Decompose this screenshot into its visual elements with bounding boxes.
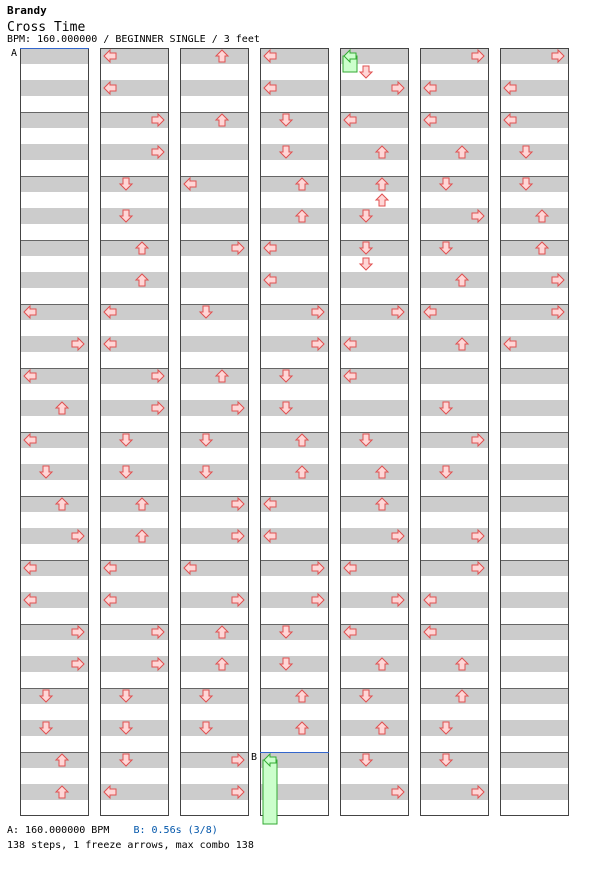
beat-stripe — [500, 400, 569, 416]
beat-stripe — [180, 624, 249, 640]
beat-stripe — [100, 688, 169, 704]
beat-stripe — [180, 144, 249, 160]
beat-stripe — [420, 368, 489, 384]
beat-stripe — [180, 112, 249, 128]
beat-stripe — [100, 272, 169, 288]
beat-stripe — [340, 688, 409, 704]
beat-stripe — [420, 240, 489, 256]
bpm-a-label: A: 160.000000 BPM — [7, 825, 110, 836]
beat-stripe — [260, 688, 329, 704]
beat-stripe — [260, 464, 329, 480]
beat-stripe — [20, 80, 89, 96]
beat-stripe — [260, 624, 329, 640]
beat-stripe — [340, 208, 409, 224]
beat-stripe — [20, 48, 89, 64]
beat-stripe — [340, 272, 409, 288]
beat-stripe — [500, 592, 569, 608]
song-title: Cross Time — [7, 20, 86, 35]
beat-stripe — [500, 624, 569, 640]
beat-stripe — [20, 784, 89, 800]
beat-stripe — [340, 464, 409, 480]
beat-stripe — [100, 176, 169, 192]
chart-info: BPM: 160.000000 / BEGINNER SINGLE / 3 feet — [7, 34, 260, 45]
beat-stripe — [260, 656, 329, 672]
beat-stripe — [340, 496, 409, 512]
beat-stripe — [340, 240, 409, 256]
beat-stripe — [100, 432, 169, 448]
beat-stripe — [420, 272, 489, 288]
beat-stripe — [340, 176, 409, 192]
beat-stripe — [420, 720, 489, 736]
beat-stripe — [100, 496, 169, 512]
beat-stripe — [20, 752, 89, 768]
beat-stripe — [500, 240, 569, 256]
beat-stripe — [260, 176, 329, 192]
beat-stripe — [180, 208, 249, 224]
step-stats: 138 steps, 1 freeze arrows, max combo 138 — [7, 840, 254, 851]
beat-stripe — [180, 336, 249, 352]
beat-stripe — [420, 464, 489, 480]
beat-stripe — [500, 368, 569, 384]
beat-stripe — [20, 112, 89, 128]
beat-stripe — [260, 400, 329, 416]
beat-stripe — [500, 464, 569, 480]
beat-stripe — [340, 656, 409, 672]
beat-stripe — [20, 240, 89, 256]
beat-stripe — [340, 400, 409, 416]
beat-stripe — [180, 272, 249, 288]
beat-stripe — [260, 432, 329, 448]
beat-stripe — [500, 720, 569, 736]
beat-stripe — [500, 144, 569, 160]
beat-stripe — [20, 464, 89, 480]
beat-stripe — [340, 720, 409, 736]
beat-stripe — [20, 144, 89, 160]
beat-stripe — [500, 656, 569, 672]
beat-stripe — [20, 720, 89, 736]
beat-stripe — [180, 720, 249, 736]
beat-stripe — [500, 688, 569, 704]
beat-stripe — [260, 368, 329, 384]
beat-stripe — [100, 240, 169, 256]
bpm-marker-label: B — [251, 752, 258, 763]
beat-stripe — [260, 208, 329, 224]
beat-stripe — [500, 432, 569, 448]
beat-stripe — [500, 208, 569, 224]
beat-stripe — [180, 80, 249, 96]
artist-name: Brandy — [7, 4, 47, 17]
beat-stripe — [260, 112, 329, 128]
beat-stripe — [260, 144, 329, 160]
beat-stripe — [340, 752, 409, 768]
beat-stripe — [420, 752, 489, 768]
bpm-b-label: B: 0.56s (3/8) — [133, 825, 218, 836]
beat-stripe — [180, 368, 249, 384]
beat-stripe — [420, 144, 489, 160]
beat-stripe — [20, 688, 89, 704]
beat-stripe — [420, 688, 489, 704]
beat-stripe — [20, 496, 89, 512]
beat-stripe — [180, 688, 249, 704]
beat-stripe — [20, 208, 89, 224]
beat-stripe — [100, 528, 169, 544]
beat-stripe — [20, 176, 89, 192]
beat-stripe — [420, 400, 489, 416]
beat-stripe — [100, 720, 169, 736]
freeze-hold — [263, 760, 277, 824]
beat-stripe — [100, 208, 169, 224]
beat-stripe — [20, 400, 89, 416]
beat-stripe — [500, 784, 569, 800]
beat-stripe — [100, 464, 169, 480]
beat-stripe — [100, 752, 169, 768]
bpm-legend — [7, 825, 218, 837]
beat-stripe — [420, 496, 489, 512]
beat-stripe — [500, 560, 569, 576]
beat-stripe — [420, 656, 489, 672]
beat-stripe — [340, 432, 409, 448]
beat-stripe — [180, 304, 249, 320]
beat-stripe — [260, 720, 329, 736]
beat-stripe — [420, 336, 489, 352]
beat-stripe — [500, 752, 569, 768]
beat-stripe — [20, 272, 89, 288]
beat-stripe — [500, 528, 569, 544]
beat-stripe — [420, 176, 489, 192]
beat-stripe — [340, 144, 409, 160]
beat-stripe — [180, 432, 249, 448]
beat-stripe — [180, 656, 249, 672]
beat-stripe — [180, 48, 249, 64]
beat-stripe — [500, 176, 569, 192]
beat-stripe — [500, 496, 569, 512]
beat-stripe — [180, 464, 249, 480]
bpm-marker-label: A — [11, 48, 18, 59]
